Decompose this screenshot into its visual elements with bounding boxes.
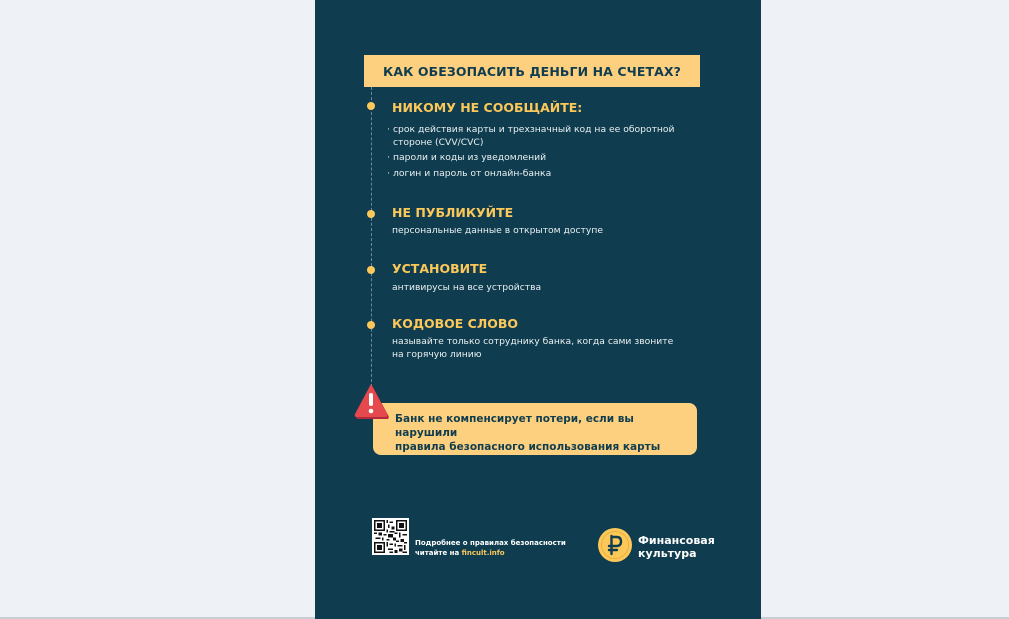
timeline-dot xyxy=(367,321,375,329)
more-info-line2 xyxy=(415,548,585,558)
timeline-line xyxy=(371,87,372,387)
brand-logo-text xyxy=(638,534,715,560)
timeline-dot xyxy=(367,102,375,110)
dont-share-list xyxy=(387,124,687,183)
section-heading-dont-publish: НЕ ПУБЛИКУЙТЕ xyxy=(392,205,514,220)
ruble-coin-icon xyxy=(597,527,633,563)
more-info-text xyxy=(415,538,585,558)
page-title: КАК ОБЕЗОПАСИТЬ ДЕНЬГИ НА СЧЕТАХ? xyxy=(383,63,681,79)
fincult-link[interactable]: fincult.info xyxy=(461,549,505,557)
more-info-line1: Подробнее о правилах безопасности xyxy=(415,539,566,547)
section-heading-code-word: КОДОВОЕ СЛОВО xyxy=(392,316,518,331)
list-item: · логин и пароль от онлайн-банка xyxy=(387,168,687,181)
warning-text-line2: правила безопасного использования карты xyxy=(395,441,661,453)
section-heading-install: УСТАНОВИТЕ xyxy=(392,261,488,276)
section-heading-dont-share: НИКОМУ НЕ СООБЩАЙТЕ: xyxy=(392,100,583,115)
list-item: · срок действия карты и трехзначный код на ее оборотной стороне (CVV/CVC) xyxy=(387,124,687,149)
warning-box xyxy=(373,403,697,455)
brand-line2: культура xyxy=(638,547,697,560)
brand-line1: Финансовая xyxy=(638,534,715,547)
section-text-code-word: называйте только сотруднику банка, когда сами звоните на горячую линию xyxy=(392,336,674,360)
list-item: · пароли и коды из уведомлений xyxy=(387,152,687,165)
section-text-install: антивирусы на все устройства xyxy=(392,282,542,293)
timeline-dot xyxy=(367,210,375,218)
more-info-prefix: читайте на xyxy=(415,549,462,557)
section-text-dont-publish: персональные данные в открытом доступе xyxy=(392,225,603,236)
poster-page xyxy=(315,0,761,619)
warning-icon xyxy=(353,381,389,421)
qr-code[interactable] xyxy=(372,518,409,555)
timeline-dot xyxy=(367,266,375,274)
title-banner xyxy=(364,55,700,87)
warning-text-line1: Банк не компенсирует потери, если вы нарушили xyxy=(395,413,634,439)
